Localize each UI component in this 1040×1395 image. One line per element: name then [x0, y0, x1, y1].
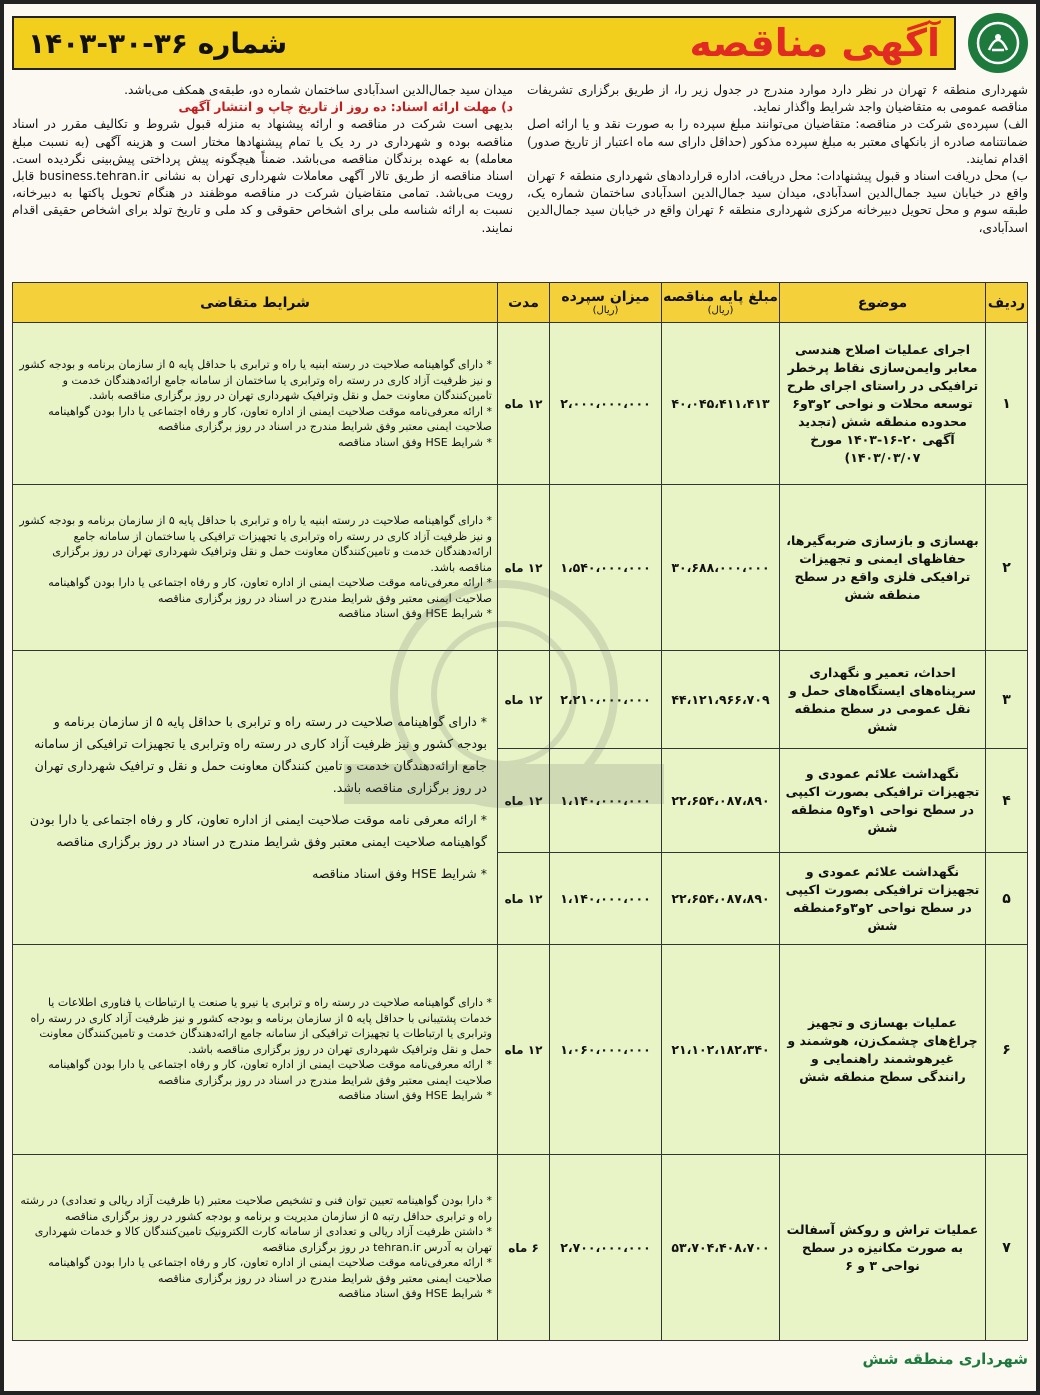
row-base-amount: ۲۱،۱۰۲،۱۸۲،۳۴۰ — [662, 945, 780, 1155]
row-subject: عملیات بهسازی و تجهیز چراغ‌های چشمک‌زن، هوشمند و غیرهوشمند راهنمایی و رانندگی سطح منطقه شش — [780, 945, 986, 1155]
row-idx: ۶ — [986, 945, 1028, 1155]
row-deposit-amount: ۲،۲۱۰،۰۰۰،۰۰۰ — [550, 651, 662, 749]
condition-line: * ارائه معرفی‌نامه موقت صلاحیت ایمنی از اداره تعاون، کار و رفاه اجتماعی یا دارا بودن گواهینامه صلاحیت ایمنی معتبر وفق شرایط مندرج در اسناد در روز برگزاری مناقصه — [48, 1058, 492, 1087]
intro-paragraph: میدان سید جمال‌الدین اسدآبادی ساختمان شماره دو، طبقه‌ی همکف می‌باشد. — [124, 83, 513, 97]
row-deposit-amount: ۱،۱۴۰،۰۰۰،۰۰۰ — [550, 749, 662, 853]
intro-paragraph: بدیهی است شرکت در مناقصه و ارائه پیشنهاد به منزله قبول شروط و تکالیف مقرر در اسناد مناقصه بوده و شهرداری در رد یک یا تمام پیشنهادها مختار است و هزینه آگهی (به نسبت مبلغ معامله) به عهده برندگان مناقصه می‌باشد. ضمناً هیچگونه پیش پرداختی پیش‌بینی نگردیده است. اسناد مناقصه از طریق تالار آگهی معاملات شهرداری تهران به نشانی business.tehran.ir قابل رویت می‌باشد. تمامی متقاضیان شرکت در مناقصه موظفند در هنگام تحویل پاکتها به دبیرخانه، نسبت به ارائه شناسه ملی برای اشخاص حقوقی و کد ملی و تاریخ تولد برای اشخاص حقیقی اقدام نمایند. — [12, 117, 513, 235]
condition-line: * شرایط HSE وفق اسناد مناقصه — [338, 435, 492, 449]
row-conditions — [13, 1155, 498, 1341]
col-header-idx: ردیف — [986, 283, 1028, 323]
row-subject: نگهداشت علائم عمودی و تجهیزات ترافیکی بصورت اکیپی در سطح نواحی ۱و۴و۵ منطقه شش — [780, 749, 986, 853]
row-duration: ۱۲ ماه — [498, 749, 550, 853]
table-row — [13, 651, 1028, 749]
row-deposit-amount: ۱،۵۴۰،۰۰۰،۰۰۰ — [550, 485, 662, 651]
row-idx: ۵ — [986, 853, 1028, 945]
row-subject: نگهداشت علائم عمودی و تجهیزات ترافیکی بصورت اکیپی در سطح نواحی ۲و۳و۶منطقه شش — [780, 853, 986, 945]
condition-line: * دارا بودن گواهینامه تعیین توان فنی و تشخیص صلاحیت معتبر (با ظرفیت آزاد ریالی و تعدادی) در رشته راه و ترابری حداقل رتبه ۵ از سازمان مدیریت و برنامه و بودجه کشور در روز برگزاری مناقصه — [20, 1194, 492, 1223]
header — [12, 10, 1028, 76]
col-header-deposit-label: میزان سپرده — [561, 289, 650, 305]
row-idx: ۱ — [986, 323, 1028, 485]
row-base-amount: ۳۰،۶۸۸،۰۰۰،۰۰۰ — [662, 485, 780, 651]
intro-paragraph: الف) سپرده‌ی شرکت در مناقصه: متقاضیان می‌توانند مبلغ سپرده را به صورت نقد و یا ارائه اصل ضمانتنامه صادره از بانکهای معتبر به مبلغ سپرده مذکور (حداقل دارای سه ماه اعتبار از تاریخ صدور) اقدام نمایند. — [527, 117, 1028, 166]
table-header-row — [13, 283, 1028, 323]
intro-left-column — [12, 82, 513, 278]
row-idx: ۲ — [986, 485, 1028, 651]
row-base-amount: ۴۰،۰۴۵،۴۱۱،۴۱۳ — [662, 323, 780, 485]
title-bar — [12, 16, 956, 70]
tender-table — [12, 282, 1028, 1341]
intro-paragraph: ب) محل دریافت اسناد و قبول پیشنهادات: محل دریافت، اداره قراردادهای شهرداری منطقه ۶ تهران واقع در خیابان سید جمال‌الدین اسدآبادی، میدان سید جمال‌الدین اسدآبادی ساختمان شماره یک، طبقه سوم و محل تحویل دبیرخانه مرکزی شهرداری منطقه ۶ تهران واقع در خیابان سید جمال‌الدین اسدآبادی، — [527, 169, 1028, 235]
row-subject: عملیات تراش و روکش آسفالت به صورت مکانیزه در سطح نواحی ۳ و ۶ — [780, 1155, 986, 1341]
row-deposit-amount: ۲،۷۰۰،۰۰۰،۰۰۰ — [550, 1155, 662, 1341]
intro-section — [12, 82, 1028, 278]
row-idx: ۳ — [986, 651, 1028, 749]
condition-line: * دارای گواهینامه صلاحیت در رسته ابنیه یا راه و ترابری با حداقل پایه ۵ از سازمان برنامه و بودجه کشور و نیز ظرفیت آزاد کاری در رسته راه وترابری یا تجهیزات ترافیکی یا ساختمان از سامانه جامع ارائه‌دهندگان خدمت و تامین‌کنندگان معاونت حمل و نقل وترافیک شهرداری تهران در روز برگزاری مناقصه باشد. — [19, 514, 492, 574]
row-subject: بهسازی و بازسازی ضربه‌گیرها، حفاظهای ایمنی و تجهیزات ترافیکی فلزی واقع در سطح منطقه شش — [780, 485, 986, 651]
condition-line: * دارای گواهینامه صلاحیت در رسته ابنیه یا راه و ترابری با حداقل پایه ۵ از سازمان برنامه و بودجه کشور و نیز ظرفیت آزاد کاری در رسته راه وترابری یا ساختمان از سامانه جامع ارائه‌دهندگان خدمت و تامین‌کنندگان معاونت حمل و نقل وترافیک شهرداری تهران در روز برگزاری مناقصه باشد. — [19, 358, 492, 402]
row-duration: ۱۲ ماه — [498, 651, 550, 749]
intro-right-column — [527, 82, 1028, 278]
condition-line: * شرایط HSE وفق اسناد مناقصه — [312, 865, 487, 881]
issuer-signature: شهرداری منطقه شش — [862, 1350, 1028, 1368]
row-duration: ۱۲ ماه — [498, 853, 550, 945]
col-header-base-unit: (ریال) — [707, 305, 734, 316]
row-duration: ۱۲ ماه — [498, 945, 550, 1155]
footer — [12, 1345, 1028, 1373]
table-row — [13, 1155, 1028, 1341]
col-header-base-label: مبلغ پایه مناقصه — [663, 289, 778, 305]
row-subject: احداث، تعمیر و نگهداری سرپناه‌های ایستگاه‌های حمل و نقل عمومی در سطح منطقه شش — [780, 651, 986, 749]
table-row — [13, 323, 1028, 485]
row-conditions — [13, 485, 498, 651]
row-deposit-amount: ۲،۰۰۰،۰۰۰،۰۰۰ — [550, 323, 662, 485]
col-header-base — [662, 283, 780, 323]
row-conditions — [13, 945, 498, 1155]
condition-line: * دارای گواهینامه صلاحیت در رسته راه و ترابری یا نیرو یا صنعت یا ارتباطات یا فناوری اطلاعات یا خدمات پشتیبانی با حداقل پایه ۵ از سازمان برنامه و بودجه کشور و نیز ظرفیت آزاد کاری در رسته راه وترابری یا ارتباطات یا تجهیزات ترافیکی از سامانه جامع ارائه‌دهندگان خدمت و تامین‌کنندگان معاونت حمل و نقل وترافیک شهرداری تهران در روز برگزاری مناقصه باشد. — [30, 996, 492, 1056]
col-header-subject: موضوع — [780, 283, 986, 323]
row-subject: اجرای عملیات اصلاح هندسی معابر وایمن‌سازی نقاط پرخطر ترافیکی در راستای اجرای طرح توسعه محلات و نواحی ۲و۳و۶ محدوده منطقه شش (تجدید آگهی ۲۰-۱۶-۱۴۰۳ مورخ ۱۴۰۳/۰۳/۰۷) — [780, 323, 986, 485]
row-conditions — [13, 323, 498, 485]
row-base-amount: ۵۳،۷۰۴،۴۰۸،۷۰۰ — [662, 1155, 780, 1341]
intro-paragraph: شهرداری منطقه ۶ تهران در نظر دارد موارد مندرج در جدول زیر را، از طریق برگزاری تشریفات مناقصه عمومی به متقاضیان واجد شرایط واگذار نماید. — [527, 83, 1028, 115]
row-duration: ۱۲ ماه — [498, 485, 550, 651]
notice-number: شماره ۳۶-۳۰-۱۴۰۳ — [28, 26, 288, 60]
col-header-duration: مدت — [498, 283, 550, 323]
condition-line: * داشتن ظرفیت آزاد ریالی و تعدادی از سامانه کارت الکترونیک تامین‌کنندگان کالا و خدمات شهرداری تهران به آدرس tehran.ir در روز برگزاری مناقصه — [34, 1225, 492, 1254]
condition-line: * دارای گواهینامه صلاحیت در رسته راه و ترابری با حداقل پایه ۵ از سازمان برنامه و بودجه کشور و نیز ظرفیت آزاد کاری در رسته راه وترابری یا تجهیزات ترافیکی از سامانه جامع ارائه‌دهندگان خدمت و تامین کنندگان معاونت حمل و نقل و ترافیک شهرداری تهران در روز برگزاری مناقصه باشد. — [34, 713, 487, 795]
row-conditions-merged — [13, 651, 498, 945]
row-duration: ۶ ماه — [498, 1155, 550, 1341]
condition-line: * ارائه معرفی‌نامه موقت صلاحیت ایمنی از اداره تعاون، کار و رفاه اجتماعی یا دارا بودن گواهینامه صلاحیت ایمنی معتبر وفق شرایط مندرج در اسناد در روز برگزاری مناقصه — [48, 1256, 492, 1285]
row-deposit-amount: ۱،۰۶۰،۰۰۰،۰۰۰ — [550, 945, 662, 1155]
tehran-municipality-logo-icon — [968, 13, 1028, 73]
row-duration: ۱۲ ماه — [498, 323, 550, 485]
condition-line: * ارائه معرفی نامه موقت صلاحیت ایمنی از اداره تعاون، کار و رفاه اجتماعی یا دارا بودن گواهینامه صلاحیت ایمنی معتبر وفق شرایط مندرج در اسناد در روز برگزاری مناقصه — [29, 811, 487, 849]
row-deposit-amount: ۱،۱۴۰،۰۰۰،۰۰۰ — [550, 853, 662, 945]
row-base-amount: ۲۲،۶۵۴،۰۸۷،۸۹۰ — [662, 749, 780, 853]
col-header-conditions: شرایط متقاضی — [13, 283, 498, 323]
notice-title: آگهی مناقصه — [689, 21, 940, 65]
condition-line: * ارائه معرفی‌نامه موقت صلاحیت ایمنی از اداره تعاون، کار و رفاه اجتماعی یا دارا بودن گواهینامه صلاحیت ایمنی معتبر وفق شرایط مندرج در اسناد در روز برگزاری مناقصه — [48, 404, 492, 433]
row-idx: ۴ — [986, 749, 1028, 853]
condition-line: * شرایط HSE وفق اسناد مناقصه — [338, 607, 492, 621]
intro-deadline: د) مهلت ارائه اسناد: ده روز از تاریخ چاپ و انتشار آگهی — [178, 100, 513, 115]
table-row — [13, 945, 1028, 1155]
condition-line: * شرایط HSE وفق اسناد مناقصه — [338, 1089, 492, 1103]
col-header-deposit-unit: (ریال) — [592, 305, 619, 316]
col-header-deposit — [550, 283, 662, 323]
row-base-amount: ۴۴،۱۲۱،۹۶۶،۷۰۹ — [662, 651, 780, 749]
row-base-amount: ۲۲،۶۵۴،۰۸۷،۸۹۰ — [662, 853, 780, 945]
condition-line: * ارائه معرفی‌نامه موقت صلاحیت ایمنی از اداره تعاون، کار و رفاه اجتماعی یا دارا بودن گواهینامه صلاحیت ایمنی معتبر وفق شرایط مندرج در اسناد در روز برگزاری مناقصه — [48, 576, 492, 605]
row-idx: ۷ — [986, 1155, 1028, 1341]
table-row — [13, 485, 1028, 651]
condition-line: * شرایط HSE وفق اسناد مناقصه — [338, 1287, 492, 1301]
